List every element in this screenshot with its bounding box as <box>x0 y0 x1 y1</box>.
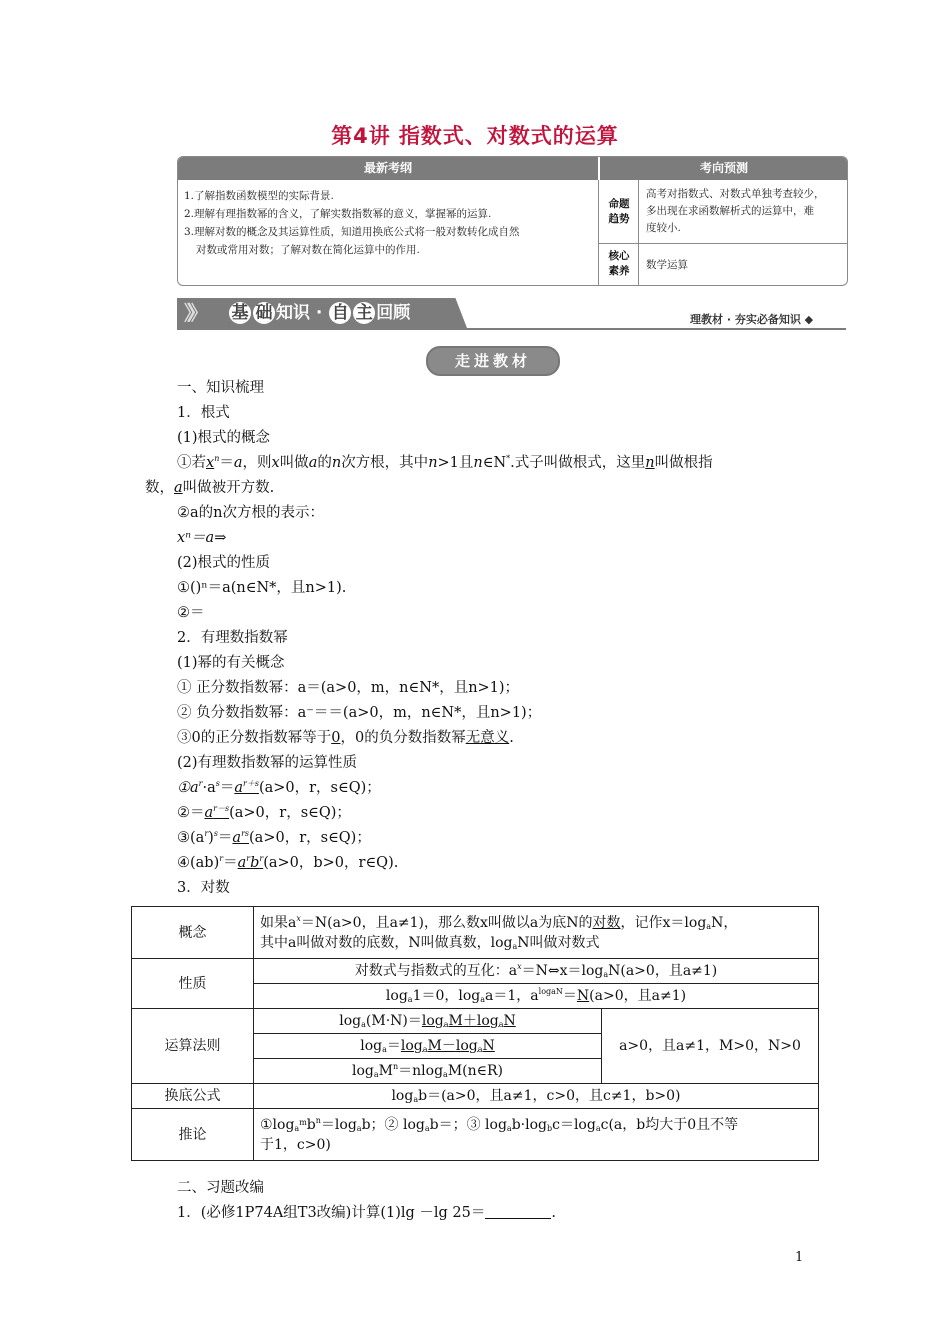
table-cell: $①\log_{a^m}b^n=\log_ab$；② $\log_ab=$；③ $\log_ab\cdot\log_bc=\log_ac(a$，b均大于0且不等 于1，c>0) <box>254 1109 819 1161</box>
table-cell: 对数式与指数式的互化：$a^x=N\Leftrightarrow x=\log_aN(a>0$，且a≠1) <box>254 959 819 984</box>
paragraph-line: ①若$x^n=a$，则x叫做a的n次方根，其中n>1且n∈N*.式子叫做根式，这里n叫做根指 <box>177 454 713 471</box>
divider <box>599 243 847 244</box>
table-label: 运算法则 <box>132 1009 254 1084</box>
table-label: 概念 <box>132 907 254 959</box>
table-cell: a>0，且a≠1，M>0，N>0 <box>602 1009 819 1084</box>
syllabus-items <box>184 187 594 259</box>
heading: 3．对数 <box>177 880 230 896</box>
exercise-line: 1．(必修1P74A组T3改编)计算(1)lg －lg 25＝ . <box>177 1205 556 1221</box>
heading: 2．有理数指数幂 <box>177 630 288 646</box>
table-cell: $\log_a(M\cdot N)=\log_aM+\log_aN$ <box>254 1009 602 1034</box>
tag-trend: 命题 趋势 <box>608 198 630 225</box>
table-cell: $\log_aM^n=nlog_aM(n\in R)$ <box>254 1059 602 1084</box>
paragraph-line: 数，a叫做被开方数. <box>145 480 275 496</box>
paragraph-line: ③0的正分数指数幂等于0，0的负分数指数幂无意义. <box>177 730 514 746</box>
table-cell: 如果$a^x=N(a>0$，且a≠1)，那么数x叫做以a为底N的对数，记作$x=\log_aN$， 其中a叫做对数的底数，N叫做真数，$\log_aN$叫做对数式 <box>254 907 819 959</box>
heading: 1．根式 <box>177 405 230 421</box>
table-row <box>132 1009 819 1034</box>
table-row <box>132 1084 819 1109</box>
syllabus-left-header: 最新考纲 <box>178 157 598 180</box>
page-number: 1 <box>795 1250 804 1265</box>
table-label: 性质 <box>132 959 254 1009</box>
page-title: 第4讲 指数式、对数式的运算 <box>331 124 619 148</box>
syllabus-item: 1.了解指数函数模型的实际背景. <box>184 190 334 202</box>
syllabus-right-header: 考向预测 <box>599 157 848 180</box>
divider <box>638 180 639 285</box>
paragraph-line: ② 负分数指数幂：a⁻＝＝(a>0，m，n∈N*，且n>1)； <box>177 705 542 721</box>
divider <box>598 180 599 285</box>
paragraph-line: $④(ab)^r=a^rb^r(a>0$，b>0，r∈Q). <box>177 854 399 871</box>
banner-title: 基 础 知识 · 自 主 回顾 <box>228 301 410 325</box>
core-text: 数学运算 <box>646 259 688 271</box>
syllabus-box <box>177 156 848 286</box>
banner-underline <box>177 328 846 330</box>
logarithm-table <box>131 906 819 1161</box>
paragraph-line: xⁿ＝a⇒ <box>177 530 227 546</box>
section-pill: 走进教材 <box>426 346 560 376</box>
paragraph-line: $②=a^{r-s}(a>0$，r，s∈Q)； <box>177 804 351 821</box>
subheading: (1)根式的概念 <box>177 430 271 446</box>
table-row <box>132 959 819 984</box>
syllabus-item: 2.理解有理指数幂的含义，了解实数指数幂的意义，掌握幂的运算. <box>184 208 492 220</box>
paragraph-line: ②＝ <box>177 605 205 621</box>
heading: 一、知识梳理 <box>177 380 264 396</box>
syllabus-item: 对数或常用对数；了解对数在简化运算中的作用. <box>196 244 420 256</box>
tag-core: 核心 素养 <box>608 250 630 277</box>
table-cell: $\log_ab=(a>0$，且a≠1，c>0，且c≠1，b>0) <box>254 1084 819 1109</box>
subheading: (2)根式的性质 <box>177 555 271 571</box>
table-cell: $\log_a1=0$，$\log_aa=1$，$a^{logaN}=N(a>0$，且a≠1) <box>254 984 819 1009</box>
paragraph-line: $①a^r\cdot a^s=a^{r+s}(a>0$，r，s∈Q)； <box>177 779 381 796</box>
heading: 二、习题改编 <box>177 1180 264 1196</box>
table-label: 推论 <box>132 1109 254 1161</box>
paragraph-line: $③(a^r)^s=a^{rs}(a>0$，r，s∈Q)； <box>177 829 371 846</box>
table-cell: $\log_a=\log_aM-\log_aN$ <box>254 1034 602 1059</box>
table-row <box>132 1109 819 1161</box>
trend-text: 高考对指数式、对数式单独考查较少， 多出现在求函数解析式的运算中，难 度较小. <box>646 188 825 234</box>
table-label: 换底公式 <box>132 1084 254 1109</box>
paragraph-line: ①()ⁿ＝a(n∈N*，且n>1). <box>177 580 347 596</box>
answer-blank[interactable] <box>485 1204 551 1219</box>
chevron-icon: 》》 <box>184 301 202 325</box>
paragraph-line: ① 正分数指数幂：a＝(a>0，m，n∈N*，且n>1)； <box>177 680 520 696</box>
subheading: (2)有理数指数幂的运算性质 <box>177 755 358 771</box>
banner-subtitle: 理教材 · 夯实必备知识 ◆ <box>690 313 814 326</box>
paragraph-line: ②a的n次方根的表示： <box>177 505 324 521</box>
table-row <box>132 907 819 959</box>
subheading: (1)幂的有关概念 <box>177 655 285 671</box>
syllabus-item: 3.理解对数的概念及其运算性质，知道用换底公式将一般对数转化成自然 <box>184 226 520 238</box>
